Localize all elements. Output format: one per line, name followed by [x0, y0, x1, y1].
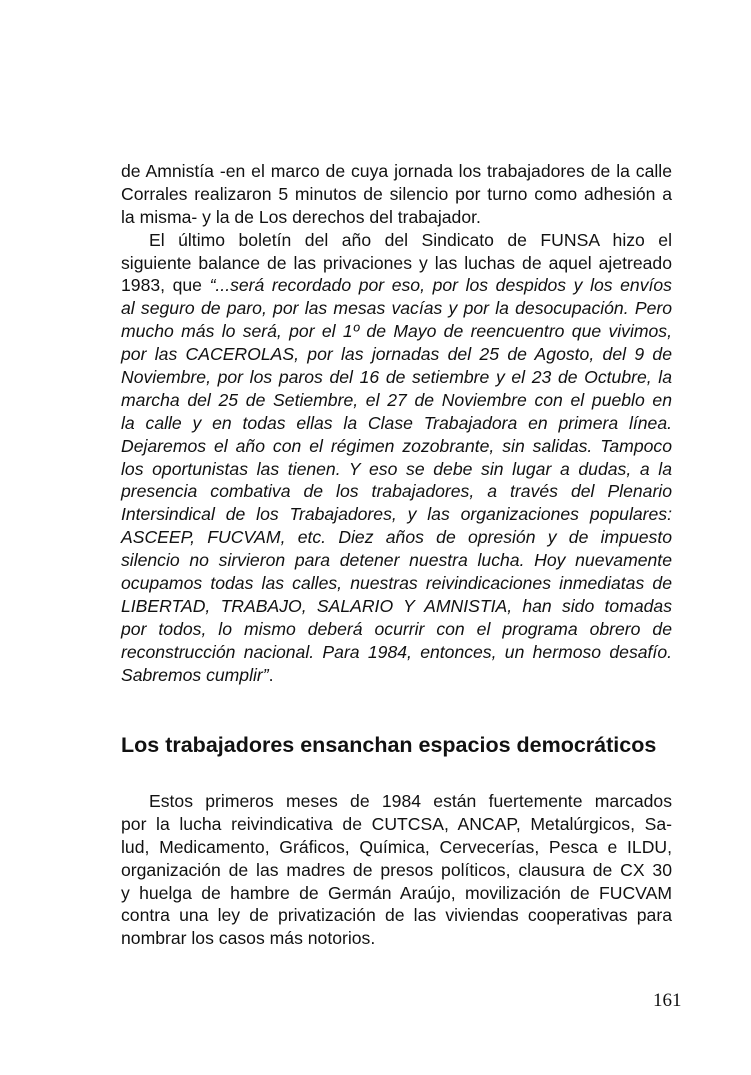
text-run: Noviembre, por los paros del 16 de setiembre y el 23 de Octubre, la: [121, 367, 672, 388]
text-run: marcha del 25 de Setiembre, el 27 de Noviembre con el pueblo en: [121, 389, 672, 410]
text-run: los oportunistas las tienen. Y eso se debe sin lugar a dudas, a la: [121, 458, 672, 479]
text-line: [121, 412, 672, 435]
text-line: [121, 435, 672, 458]
text-line: [121, 183, 672, 206]
text-line: [121, 526, 672, 549]
text-run: Corrales realizaron 5 minutos de silencio por turno como adhesión a: [121, 183, 672, 204]
text-line: [121, 836, 672, 859]
section-heading: Los trabajadores ensanchan espacios democráticos: [121, 733, 657, 757]
text-run: reconstrucción nacional. Para 1984, entonces, un hermoso desafío.: [121, 641, 672, 662]
text-line: [121, 813, 672, 836]
text-line: [121, 229, 672, 252]
text-run: nombrar los casos más notorios.: [121, 928, 376, 949]
text-line: [121, 366, 672, 389]
text-run: por todos, lo mismo deberá ocurrir con el programa obrero de: [121, 618, 672, 639]
text-line: [121, 904, 672, 927]
text-line: [121, 641, 672, 664]
text-run: y huelga de hambre de Germán Araújo, movilización de FUCVAM: [121, 882, 672, 903]
text-line: [121, 480, 672, 503]
text-line: [121, 618, 672, 641]
text-run: El último boletín del año del Sindicato de FUNSA hizo el: [149, 229, 672, 250]
text-run: al seguro de paro, por las mesas vacías y por la desocupación. Pero: [121, 298, 672, 319]
text-line: [121, 320, 672, 343]
text-line: [121, 160, 672, 183]
text-line: [121, 389, 672, 412]
text-run: Sabremos cumplir”: [121, 664, 269, 685]
text-line: [121, 882, 672, 905]
page-number: 161: [653, 990, 682, 1011]
text-run: ASCEEP, FUCVAM, etc. Diez años de opresión y de impuesto: [121, 527, 672, 548]
text-run: .: [268, 664, 274, 685]
text-run: “...será recordado por eso, por los despidos y los envíos: [209, 275, 672, 296]
text-run: silencio no sirvieron para detener nuestra lucha. Hoy nuevamente: [121, 550, 672, 571]
text-line: [121, 549, 672, 572]
text-run: lud, Medicamento, Gráficos, Química, Cervecerías, Pesca e ILDU,: [121, 836, 672, 857]
text-run: organización de las madres de presos políticos, clausura de CX 30: [121, 859, 672, 880]
text-run: siguiente balance de las privaciones y las luchas de aquel ajetreado: [121, 252, 672, 273]
text-line: [121, 927, 672, 950]
text-line: [121, 274, 672, 297]
text-line: [121, 503, 672, 526]
text-run: 1983, que: [121, 275, 210, 296]
text-run: la misma- y la de Los derechos del trabajador.: [121, 206, 481, 227]
text-run: mucho más lo será, por el 1º de Mayo de reencuentro que vivimos,: [121, 321, 672, 342]
text-line: [121, 252, 672, 275]
text-run: la calle y en todas ellas la Clase Trabajadora en primera línea.: [121, 412, 672, 433]
text-line: [121, 297, 672, 320]
text-run: presencia combativa de los trabajadores, a través del Plenario: [121, 481, 672, 502]
text-run: por la lucha reivindicativa de CUTCSA, ANCAP, Metalúrgicos, Sa-: [121, 813, 672, 834]
text-line: [121, 595, 672, 618]
text-line: [121, 458, 672, 481]
text-run: ocupamos todas las calles, nuestras reivindicaciones inmediatas de: [121, 573, 672, 594]
text-line: [121, 790, 672, 813]
text-run: Dejaremos el año con el régimen zozobrante, sin salidas. Tampoco: [121, 435, 672, 456]
text-line: [121, 343, 672, 366]
text-line: [121, 206, 672, 229]
text-run: contra una ley de privatización de las viviendas cooperativas para: [121, 905, 672, 926]
text-line: [121, 664, 672, 687]
text-line: [121, 859, 672, 882]
text-run: LIBERTAD, TRABAJO, SALARIO Y AMNISTIA, han sido tomadas: [121, 595, 672, 616]
body-text-bottom: [121, 790, 672, 950]
text-run: Intersindical de los Trabajadores, y las organizaciones populares:: [121, 504, 672, 525]
text-line: [121, 572, 672, 595]
text-run: por las CACEROLAS, por las jornadas del 25 de Agosto, del 9 de: [121, 344, 672, 365]
text-run: Estos primeros meses de 1984 están fuertemente marcados: [149, 791, 672, 811]
text-run: de Amnistía -en el marco de cuya jornada los trabajadores de la calle: [121, 161, 672, 181]
body-text-top: [121, 160, 672, 686]
